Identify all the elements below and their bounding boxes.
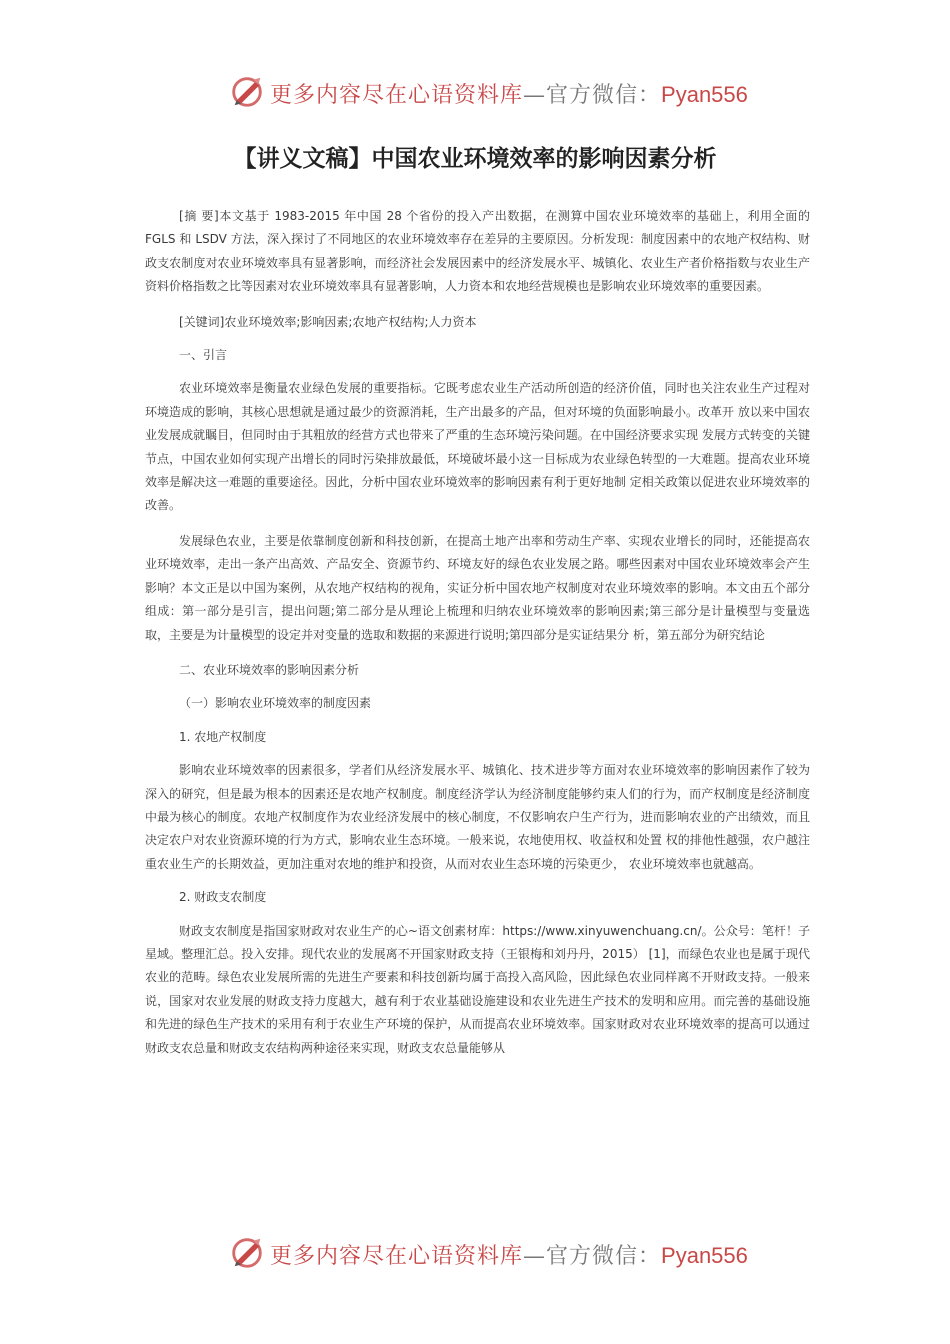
keywords-line: [关键词]农业环境效率;影响因素;农地产权结构;人力资本 [179,314,477,329]
watermark-sub-text: 官方微信： [546,83,662,108]
header-watermark [0,72,950,112]
watermark-dash: — [523,1244,547,1269]
intro-paragraph-2: 发展绿色农业，主要是依靠制度创新和科技创新，在提高土地产出率和劳动生产率、实现农业增长的同时，还能提高农业环境效率，走出一条产出高效、产品安全、资源节约、环境友好的绿色农业发展之路。哪些因素对中国农业环境效率会产生影响？本文正是以中国为案例，从农地产权结构的视角，实证分析中国农地产权制度对农业环境效率的影响。本文由五个部分组成：第一部分是引言，提出问题;第二部分是从理论上梳理和归纳农业环境效率的影响因素;第三部分是计量模型与变量选取，主要是为计量模型的设定并对变量的选取和数据的来源进行说明;第四部分是实证结果分 析，第五部分为研究结论 [145,533,810,642]
abstract-paragraph: [摘 要]本文基于 1983-2015 年中国 28 个省份的投入产出数据，在测算中国农业环境效率的基础上，利用全面的 FGLS 和 LSDV 方法，深入探讨了不同地区的农业环境效率存在差异的主要原因。分析发现：制度因素中的农地产权结构、财政支农制度对农业环境效率具有显著影响，而经济社会发展因素中的经济发展水平、城镇化、农业生产者价格指数与农业生产资料价格指数之比等因素对农业环境效率具有显著影响，人力资本和农地经营规模也是影响农业环境效率的重要因素。 [145,209,810,294]
heading-introduction: 一、引言 [179,348,228,363]
fiscal-support-paragraph: 财政支农制度是指国家财政对农业生产的心~语文创素材库：https://www.xinyuwenchuang.cn/。公众号：笔杆！子星域。整理汇总。投入安排。现代农业的发展离不开国家财政支持（王银梅和刘丹丹，2015） [1]，而绿色农业也是属于现代农业的范畴。绿色农业发展所需的先进生产要素和科技创新均属于高投入高风险，因此绿色农业同样离不开财政支持。一般来说，国家对农业发展的财政支持力度越大，越有利于农业基础设施建设和农业先进生产技术的发明和应用。而完善的基础设施和先进的绿色生产技术的采用有利于农业生产环境的保护，从而提高农业环境效率。国家财政对农业环境效率的提高可以通过财政支农总量和财政支农结构两种途径来实现，财政支农总量能够从 [145,923,810,1055]
heading-land-property-rights: 1. 农地产权制度 [179,729,267,744]
intro-paragraph-1: 农业环境效率是衡量农业绿色发展的重要指标。它既考虑农业生产活动所创造的经济价值，同时也关注农业生产过程对环境造成的影响，其核心思想就是通过最少的资源消耗，生产出最多的产品，但对环境的负面影响最小。改革开 放以来中国农业发展成就瞩目，但同时由于其粗放的经营方式也带来了严重的生态环境污染问题。在中国经济要求实现 发展方式转变的关键节点，中国农业如何实现产出增长的同时污染排放最低，环境破坏最小这一目标成为农业绿色转型的一大难题。提高农业环境效率是解决这一难题的重要途径。因此，分析中国农业环境效率的影响因素有利于更好地制 定相关政策以促进农业环境效率的改善。 [145,381,810,513]
heading-section-two: 二、农业环境效率的影响因素分析 [179,662,360,677]
watermark-dash: — [523,83,547,108]
watermark-main-text: 更多内容尽在心语资料库 [270,83,524,108]
watermark-sub-text: 官方微信： [546,1244,662,1269]
heading-subsection-institutional: （一）影响农业环境效率的制度因素 [179,696,372,711]
land-rights-paragraph: 影响农业环境效率的因素很多，学者们从经济发展水平、城镇化、技术进步等方面对农业环境效率的影响因素作了较为深入的研究，但是最为根本的因素还是农地产权制度。制度经济学认为经济制度能够约束人们的行为，而产权制度是经济制度中最为核心的制度。农地产权制度作为农业经济发展中的核心制度，不仅影响农户生产行为，进而影响农业的产出绩效，而且决定农户对农业资源环境的行为方式，影响农业生态环境。一般来说，农地使用权、收益权和处置 权的排他性越强，农户越注重农业生产的长期效益，更加注重对农地的维护和投资，从而对农业生态环境的污染更少， 农业环境效率也就越高。 [145,763,810,871]
document-body [145,205,810,1060]
heading-fiscal-support: 2. 财政支农制度 [179,890,267,905]
watermark-wechat-id: Pyan556 [661,82,748,107]
document-title: 【讲义文稿】中国农业环境效率的影响因素分析 [233,146,717,172]
pen-logo-icon [228,72,266,110]
watermark-wechat-id: Pyan556 [661,1243,748,1268]
pen-logo-icon [228,1233,266,1271]
footer-watermark [0,1233,950,1273]
watermark-main-text: 更多内容尽在心语资料库 [270,1244,524,1269]
